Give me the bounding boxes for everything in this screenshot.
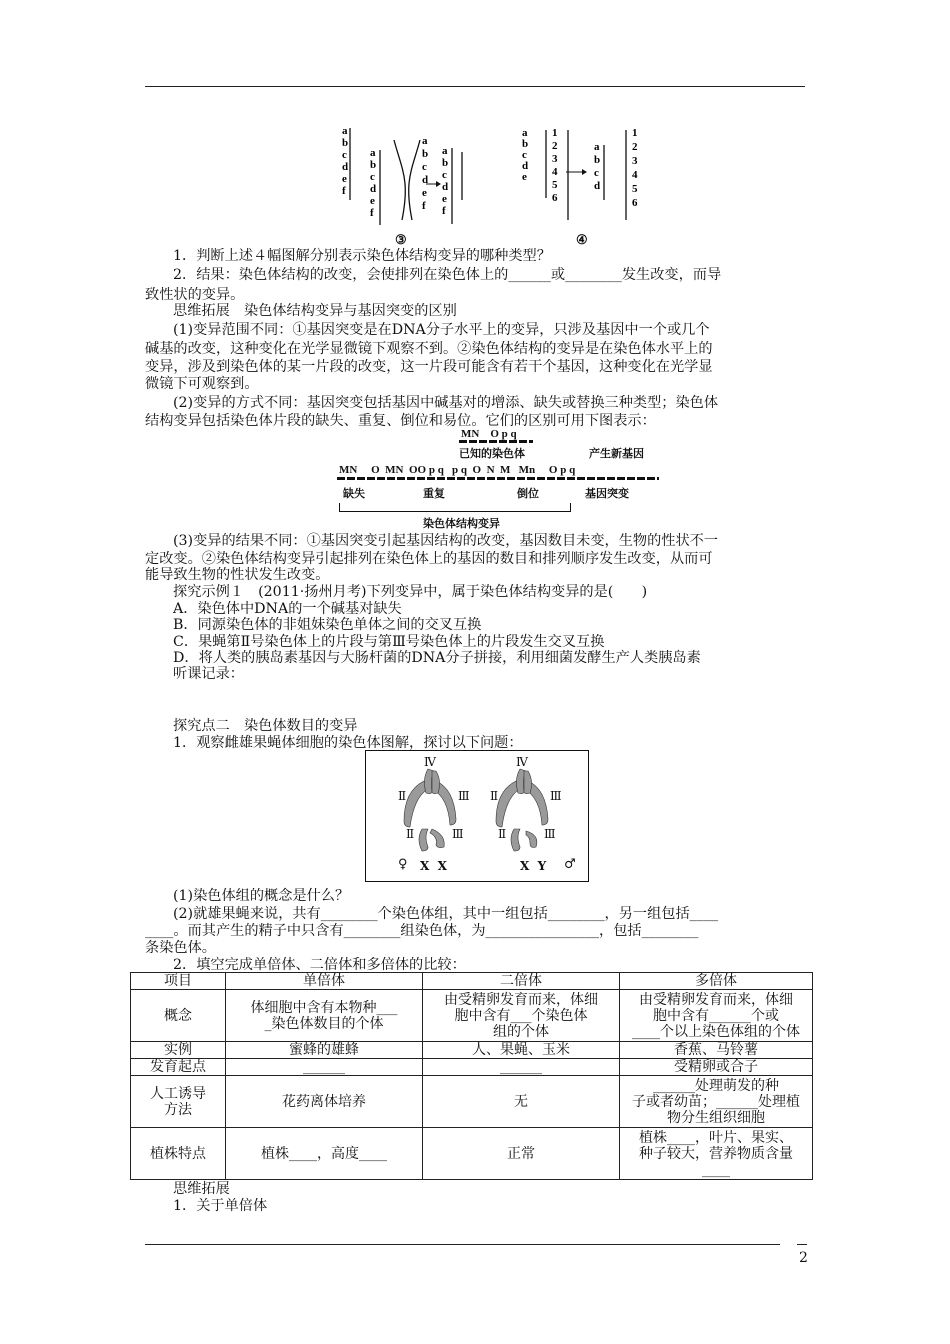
table-cell: 蜜蜂的雄蜂 (226, 1042, 423, 1059)
fig1-gene-label: 1 (552, 127, 558, 139)
para3-b: 定改变。②染色体结构变异引起排列在染色体上的基因的数目和排列顺序发生改变，从而可 (145, 551, 713, 567)
table-cell: 无 (423, 1076, 620, 1128)
label-II-female: Ⅱ (398, 789, 407, 803)
option-b: B．同源染色体的非姐妹染色单体之间的交叉互换 (173, 617, 482, 633)
fig1-gene-label: 6 (632, 197, 638, 209)
fig1-gene-label: b (522, 138, 529, 150)
para1-c: 变异，涉及到染色体的某一片段的改变，这一片段可能含有若干个基因，这种变化在光学显 (145, 359, 713, 375)
table-cell: 体细胞中含有本物种___ _染色体数目的个体 (226, 990, 423, 1042)
s2-question-a: (1)染色体组的概念是什么？ (173, 888, 350, 904)
label-III-male-b: Ⅲ (544, 827, 556, 841)
chromosome-bar-row (337, 477, 659, 480)
table-cell: 人、果蝇、玉米 (423, 1042, 620, 1059)
fig1-gene-label: e (522, 171, 527, 183)
example-1: 探究示例１ (2011·扬州月考)下列变异中，属于染色体结构变异的是( ) (173, 584, 648, 600)
fig1-gene-label: e (342, 173, 347, 185)
fig1-gene-label: c (342, 149, 347, 161)
fig1-gene-label: c (442, 169, 447, 181)
para1-d: 微镜下可观察到。 (145, 376, 259, 392)
footer-rule (145, 1244, 780, 1245)
table-cell: 人工诱导 方法 (131, 1076, 226, 1128)
table-cell: 由受精卵发育而来，体细 胞中含有___个染色体 组的个体 (423, 990, 620, 1042)
fig1-gene-label: 5 (632, 183, 638, 195)
variant-genes-row: MN O MN OO p q p q O N M Mn O p q (339, 464, 576, 476)
fig1-gene-label: b (422, 148, 429, 160)
fig1-gene-label: e (442, 193, 447, 205)
fig1-gene-label: d (522, 160, 529, 172)
fig1-gene-label: 2 (632, 141, 638, 153)
known-chromosome-genes: MN O p q (461, 428, 517, 440)
fig1-gene-label: d (370, 183, 377, 195)
option-a: A．染色体中DNA的一个碱基对缺失 (173, 601, 402, 617)
fig1-gene-label: a (422, 135, 428, 147)
fig-label-3: ③ (395, 232, 407, 247)
table-cell: 正常 (423, 1128, 620, 1180)
chromosome-variation-figure (330, 120, 660, 248)
fig1-gene-label: 3 (632, 155, 638, 167)
para3-a: (3)变异的结果不同：①基因突变引起基因结构的改变，基因数目未变，生物的性状不一 (173, 533, 719, 549)
table-cell: 由受精卵发育而来，体细 胞中含有______个或 ____个以上染色体组的个体 (620, 990, 813, 1042)
ploidy-comparison-table (130, 972, 813, 1180)
label-IV-male: Ⅳ (516, 755, 528, 769)
fig-label-4: ④ (576, 232, 588, 247)
fig1-gene-label: c (594, 167, 599, 179)
label-deletion: 缺失 (343, 488, 365, 500)
fig1-gene-label: d (442, 181, 449, 193)
fig1-gene-label: 5 (552, 179, 558, 191)
structural-variation-comparison-figure (335, 425, 665, 535)
para1-a: (1)变异范围不同：①基因突变是在DNA分子水平上的变异，只涉及基因中一个或几个 (173, 322, 710, 338)
table-cell: 花药离体培养 (226, 1076, 423, 1128)
label-inversion: 倒位 (517, 488, 539, 500)
fig1-gene-label: d (594, 180, 601, 192)
table-cell: ______ (423, 1059, 620, 1076)
label-III-male: Ⅲ (550, 789, 562, 803)
table-cell: 发育起点 (131, 1059, 226, 1076)
section-2-q1: 1．观察雌雄果蝇体细胞的染色体图解，探讨以下问题： (173, 735, 523, 751)
fig1-gene-label: b (342, 137, 349, 149)
known-label: 已知的染色体 (459, 448, 525, 460)
fig1-gene-label: 2 (552, 140, 558, 152)
fig1-gene-label: 3 (552, 153, 558, 165)
table-cell: 植株特点 (131, 1128, 226, 1180)
female-sex-chromosomes: X X (420, 859, 447, 873)
s2-question-2: 2．填空完成单倍体、二倍体和多倍体的比较： (173, 957, 466, 973)
label-III-female-b: Ⅲ (452, 827, 464, 841)
label-IV-female: Ⅳ (424, 755, 436, 769)
option-c: C．果蝇第Ⅱ号染色体上的片段与第Ⅲ号染色体上的片段发生交叉互换 (173, 634, 605, 650)
option-d: D．将人类的胰岛素基因与大肠杆菌的DNA分子拼接，利用细菌发酵生产人类胰岛素 (173, 650, 701, 666)
fig1-gene-label: b (594, 154, 601, 166)
fig1-gene-label: a (342, 125, 348, 137)
para1-b: 碱基的改变，这种变化在光学显微镜下观察不到。②染色体结构的变异是在染色体水平上的 (145, 341, 713, 357)
s2-question-b1: (2)就雄果蝇来说，共有________个染色体组，其中一组包括________，另一组包括____ (173, 906, 719, 922)
new-gene-label: 产生新基因 (589, 448, 644, 460)
s2-question-b3: 条染色体。 (145, 940, 216, 956)
table-header: 二倍体 (423, 973, 620, 990)
footer-mark (797, 1244, 807, 1245)
chromosome-bar-known (459, 440, 533, 443)
fig1-gene-label: d (422, 174, 429, 186)
label-gene-mutation: 基因突变 (585, 488, 629, 500)
question-2-line-b: 致性状的变异。 (145, 287, 245, 303)
s2-question-b2: ____。而其产生的精子中只含有________组染色体，为________________，包括________ (145, 923, 699, 939)
fig1-gene-label: b (370, 159, 377, 171)
bracket (339, 503, 571, 512)
table-header: 多倍体 (620, 973, 813, 990)
fig1-gene-label: b (442, 157, 449, 169)
table-header: 项目 (131, 973, 226, 990)
label-III-female: Ⅲ (458, 789, 470, 803)
question-1: 1．判断上述４幅图解分别表示染色体结构变异的哪种类型？ (173, 248, 551, 264)
fig1-gene-label: a (522, 127, 528, 139)
male-symbol: ♂ (564, 857, 576, 872)
header-rule (145, 86, 805, 87)
table-cell: 实例 (131, 1042, 226, 1059)
para2-b: 结构变异包括染色体片段的缺失、重复、倒位和易位。它们的区别可用下图表示： (145, 413, 656, 429)
fig1-gene-label: c (370, 171, 375, 183)
table-cell: ______处理萌发的种 子或者幼苗；______处理植 物分生组织细胞 (620, 1076, 813, 1128)
notes-label: 听课记录： (173, 666, 244, 682)
extension-title: 思维拓展 染色体结构变异与基因突变的区别 (173, 303, 457, 319)
male-sex-chromosomes: X Y (520, 859, 547, 873)
fig1-gene-label: c (422, 161, 427, 173)
fig1-gene-label: e (422, 187, 427, 199)
table-cell: 受精卵或合子 (620, 1059, 813, 1076)
extension-2-title: 思维拓展 (173, 1181, 230, 1197)
bottom-label: 染色体结构变异 (423, 518, 500, 530)
female-symbol: ♀ (398, 857, 408, 872)
label-II-female-b: Ⅱ (406, 827, 415, 841)
table-cell: 香蕉、马铃薯 (620, 1042, 813, 1059)
table-cell: 概念 (131, 990, 226, 1042)
label-duplication: 重复 (423, 488, 445, 500)
para3-c: 能导致生物的性状发生改变。 (145, 567, 330, 583)
fig1-gene-label: 6 (552, 192, 558, 204)
section-2-title: 探究点二 染色体数目的变异 (173, 718, 358, 734)
label-II-male: Ⅱ (490, 789, 499, 803)
extension-2-item: 1．关于单倍体 (173, 1198, 268, 1214)
label-II-male-b: Ⅱ (498, 827, 507, 841)
fig1-gene-label: f (442, 205, 446, 217)
fig1-gene-label: 4 (632, 169, 638, 181)
fig1-gene-label: a (370, 147, 376, 159)
fig1-gene-label: d (342, 161, 349, 173)
fruit-fly-karyotype-figure (365, 750, 589, 882)
fig1-gene-label: f (370, 207, 374, 219)
table-cell: 植株____，高度____ (226, 1128, 423, 1180)
fig1-gene-label: a (594, 141, 600, 153)
page-number: 2 (799, 1250, 808, 1266)
table-cell: ______ (226, 1059, 423, 1076)
fig1-gene-label: f (342, 185, 346, 197)
fig1-gene-label: 1 (632, 127, 638, 139)
fig1-gene-label: e (370, 195, 375, 207)
question-2-line-a: 2．结果：染色体结构的改变，会使排列在染色体上的______或________发生改变，而导 (173, 267, 722, 283)
fig1-gene-label: f (422, 200, 426, 212)
fig1-gene-label: c (522, 149, 527, 161)
fig1-gene-label: 4 (552, 166, 558, 178)
fig1-gene-label: a (442, 145, 448, 157)
table-cell: 植株____，叶片、果实、 种子较大，营养物质含量 ____ (620, 1128, 813, 1180)
table-header: 单倍体 (226, 973, 423, 990)
para2-a: (2)变异的方式不同：基因突变包括基因中碱基对的增添、缺失或替换三种类型；染色体 (173, 395, 719, 411)
